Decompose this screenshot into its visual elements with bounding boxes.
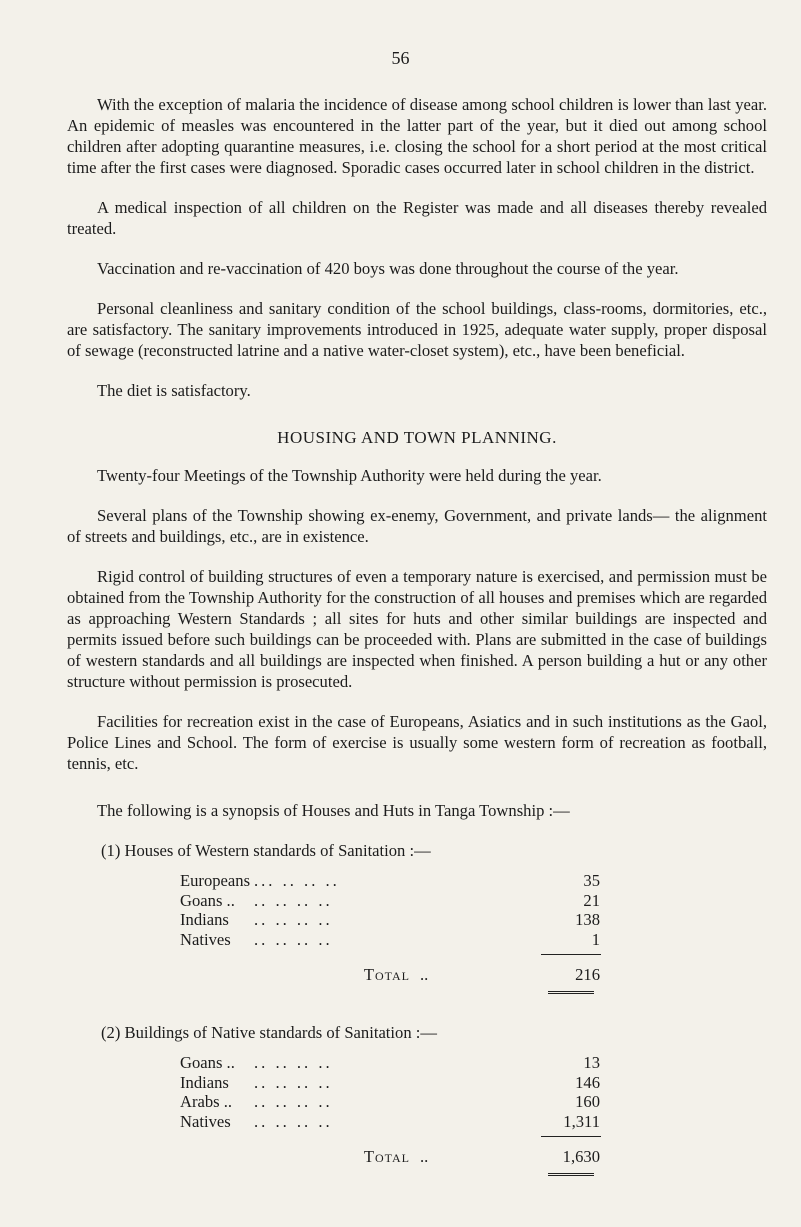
row-label: Natives xyxy=(180,1111,231,1131)
document-body xyxy=(67,94,767,1176)
total-label: Total xyxy=(363,1147,410,1166)
table-row xyxy=(180,1111,600,1131)
leader-dots: .. .. .. .. xyxy=(254,1092,333,1111)
table-row xyxy=(180,929,600,949)
row-value: 13 xyxy=(583,1053,600,1072)
row-value: 138 xyxy=(575,910,600,929)
table-row xyxy=(180,870,600,890)
table-row xyxy=(180,1052,600,1072)
row-label: Indians xyxy=(180,1072,229,1092)
synopsis-intro: The following is a synopsis of Houses and Huts in Tanga Township :— xyxy=(97,801,570,820)
subtotal-rule xyxy=(541,954,601,955)
row-label: Arabs .. xyxy=(180,1092,233,1111)
total-value: 216 xyxy=(575,965,600,984)
leader-dots: .. .. .. .. xyxy=(254,929,333,949)
section2-table xyxy=(180,1052,600,1130)
total-label: Total xyxy=(363,965,410,984)
row-label: Goans .. xyxy=(180,1053,235,1072)
row-value: 35 xyxy=(583,871,600,890)
paragraph-diet: The diet is satisfactory. xyxy=(97,381,251,400)
paragraph-vaccination: Vaccination and re-vaccination of 420 boys was done throughout the course of the year. xyxy=(97,259,679,278)
leader-dots: .. xyxy=(420,965,429,984)
leader-dots: .. .. .. .. xyxy=(254,1053,333,1072)
table-row xyxy=(180,909,600,929)
row-value: 160 xyxy=(575,1092,600,1111)
paragraph-recreation: Facilities for recreation exist in the case of Europeans, Asiatics and in such institutions as the Gaol, Police Lines and School. The form of exercise is usually some western form of recreation as football, tennis, etc. xyxy=(67,712,767,773)
leader-dots: .. xyxy=(420,1147,429,1166)
row-value: 1 xyxy=(591,929,600,949)
paragraph-medical-inspection: A medical inspection of all children on the Register was made and all diseases thereby revealed treated. xyxy=(67,198,767,238)
leader-dots: .. .. .. .. xyxy=(254,910,333,929)
row-label: Goans .. xyxy=(180,890,235,910)
section1-total-row xyxy=(180,964,600,985)
row-label: Natives xyxy=(180,929,231,949)
table-row xyxy=(180,1072,600,1092)
table-row xyxy=(180,890,600,910)
table-row xyxy=(180,1091,600,1111)
section1-heading: (1) Houses of Western standards of Sanitation :— xyxy=(101,841,431,860)
page-number: 56 xyxy=(391,48,410,68)
total-double-rule xyxy=(548,1173,594,1176)
paragraph-plans: Several plans of the Township showing ex-enemy, Government, and private lands— the alignment of streets and buildings, etc., are in existence. xyxy=(67,506,767,546)
row-label: Europeans xyxy=(180,871,251,890)
total-value: 1,630 xyxy=(562,1147,600,1166)
paragraph-disease-incidence: With the exception of malaria the incidence of disease among school children is lower than last year. An epidemic of measles was encountered in the latter part of the year, but it died out among school children after adopting quarantine measures, i.e. closing the school for a short period at the most critical time after the first cases were diagnosed. Sporadic cases occurred later in school children in the district. xyxy=(67,95,767,177)
section2-heading: (2) Buildings of Native standards of Sanitation :— xyxy=(101,1023,437,1042)
leader-dots: .. .. .. .. xyxy=(254,1111,333,1131)
section-heading-housing: HOUSING AND TOWN PLANNING. xyxy=(277,428,557,447)
leader-dots: ... .. .. .. xyxy=(254,871,340,890)
row-label: Indians xyxy=(180,910,229,929)
row-value: 21 xyxy=(583,890,600,910)
leader-dots: .. .. .. .. xyxy=(254,890,333,910)
row-value: 146 xyxy=(575,1072,600,1092)
row-value: 1,311 xyxy=(563,1111,600,1131)
paragraph-cleanliness: Personal cleanliness and sanitary condition of the school buildings, class-rooms, dormitories, etc., are satisfactory. The sanitary improvements introduced in 1925, adequate water supply, proper disposal of sewage (reconstructed latrine and a native water-closet system), etc., have been beneficial. xyxy=(67,299,767,360)
section1-table xyxy=(180,870,600,948)
subtotal-rule xyxy=(541,1136,601,1137)
paragraph-meetings: Twenty-four Meetings of the Township Authority were held during the year. xyxy=(97,466,602,485)
leader-dots: .. .. .. .. xyxy=(254,1072,333,1092)
section2-total-row xyxy=(180,1146,600,1167)
paragraph-building-control: Rigid control of building structures of even a temporary nature is exercised, and permission must be obtained from the Township Authority for the construction of all houses and premises which are regarded as approaching Western Standards ; all sites for huts and other similar buildings are inspected and permits issued before such buildings can be proceeded with. Plans are submitted in the case of buildings of western standards and all buildings are inspected when finished. A person building a hut or any other structure without permission is prosecuted. xyxy=(67,567,767,691)
